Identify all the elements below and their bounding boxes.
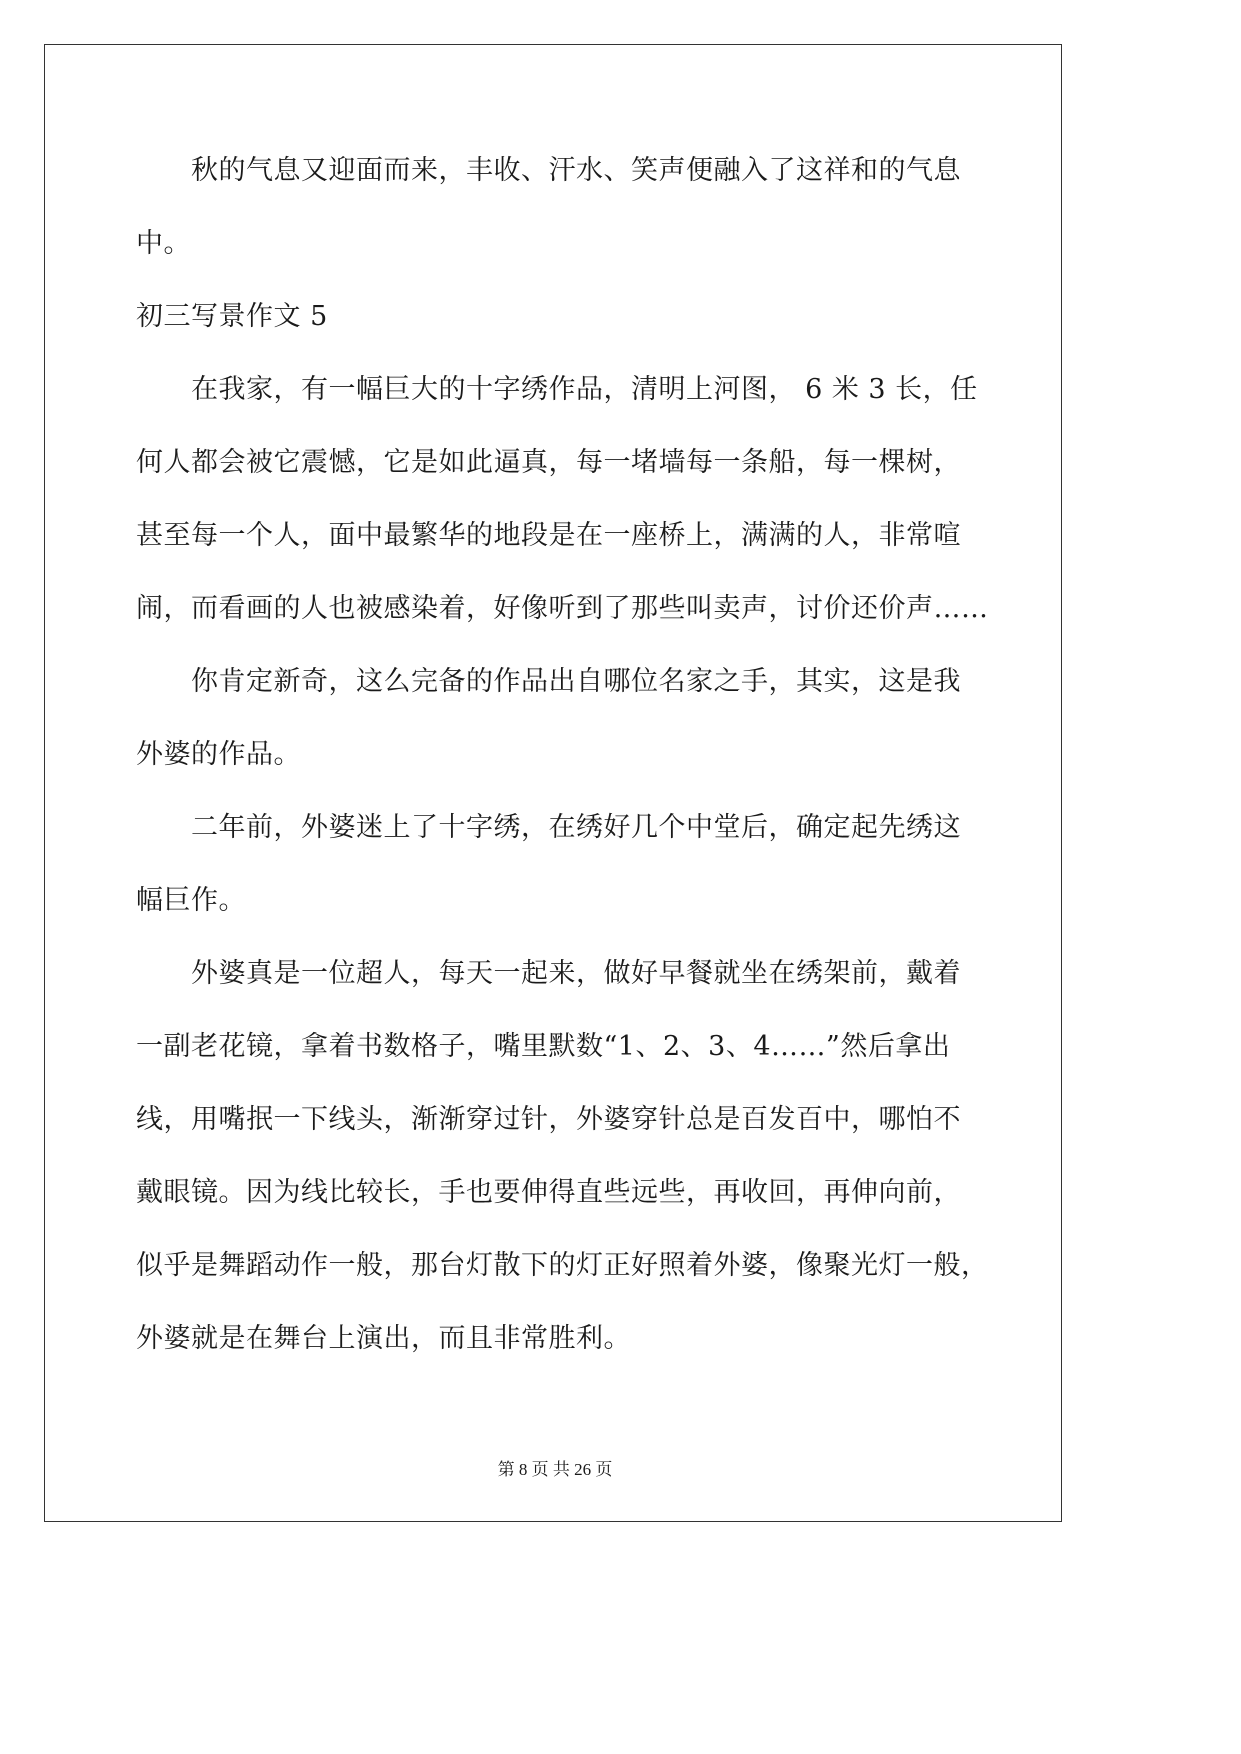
page-number-footer: 第 8 页 共 26 页	[497, 1460, 613, 1479]
paragraph-line: 在我家，有一幅巨大的十字绣作品，清明上河图， 6 米 3 长，任	[191, 374, 978, 405]
paragraph-line: 二年前，外婆迷上了十字绣，在绣好几个中堂后，确定起先绣这	[191, 812, 961, 843]
paragraph-line: 秋的气息又迎面而来，丰收、汗水、笑声便融入了这祥和的气息	[191, 155, 961, 186]
section-heading: 初三写景作文 5	[136, 301, 328, 332]
paragraph-line: 外婆就是在舞台上演出，而且非常胜利。	[136, 1323, 631, 1354]
paragraph-line: 甚至每一个人，面中最繁华的地段是在一座桥上，满满的人，非常喧	[136, 520, 961, 551]
paragraph-line: 何人都会被它震憾，它是如此逼真，每一堵墙每一条船，每一棵树，	[136, 447, 961, 478]
paragraph-line: 中。	[136, 228, 191, 259]
paragraph-line: 似乎是舞蹈动作一般，那台灯散下的灯正好照着外婆，像聚光灯一般，	[136, 1250, 989, 1281]
paragraph-line: 幅巨作。	[136, 885, 246, 916]
paragraph-line: 你肯定新奇，这么完备的作品出自哪位名家之手，其实，这是我	[191, 666, 961, 697]
paragraph-line: 外婆真是一位超人，每天一起来，做好早餐就坐在绣架前，戴着	[191, 958, 961, 989]
paragraph-line: 线，用嘴抿一下线头，渐渐穿过针，外婆穿针总是百发百中，哪怕不	[136, 1104, 961, 1135]
page-border	[44, 44, 1062, 1522]
paragraph-line: 外婆的作品。	[136, 739, 301, 770]
paragraph-line: 戴眼镜。因为线比较长，手也要伸得直些远些，再收回，再伸向前，	[136, 1177, 961, 1208]
paragraph-line: 一副老花镜，拿着书数格子，嘴里默数“1、2、3、4……”然后拿出	[136, 1031, 951, 1062]
paragraph-line: 闹，而看画的人也被感染着，好像听到了那些叫卖声，讨价还价声……	[136, 593, 989, 624]
